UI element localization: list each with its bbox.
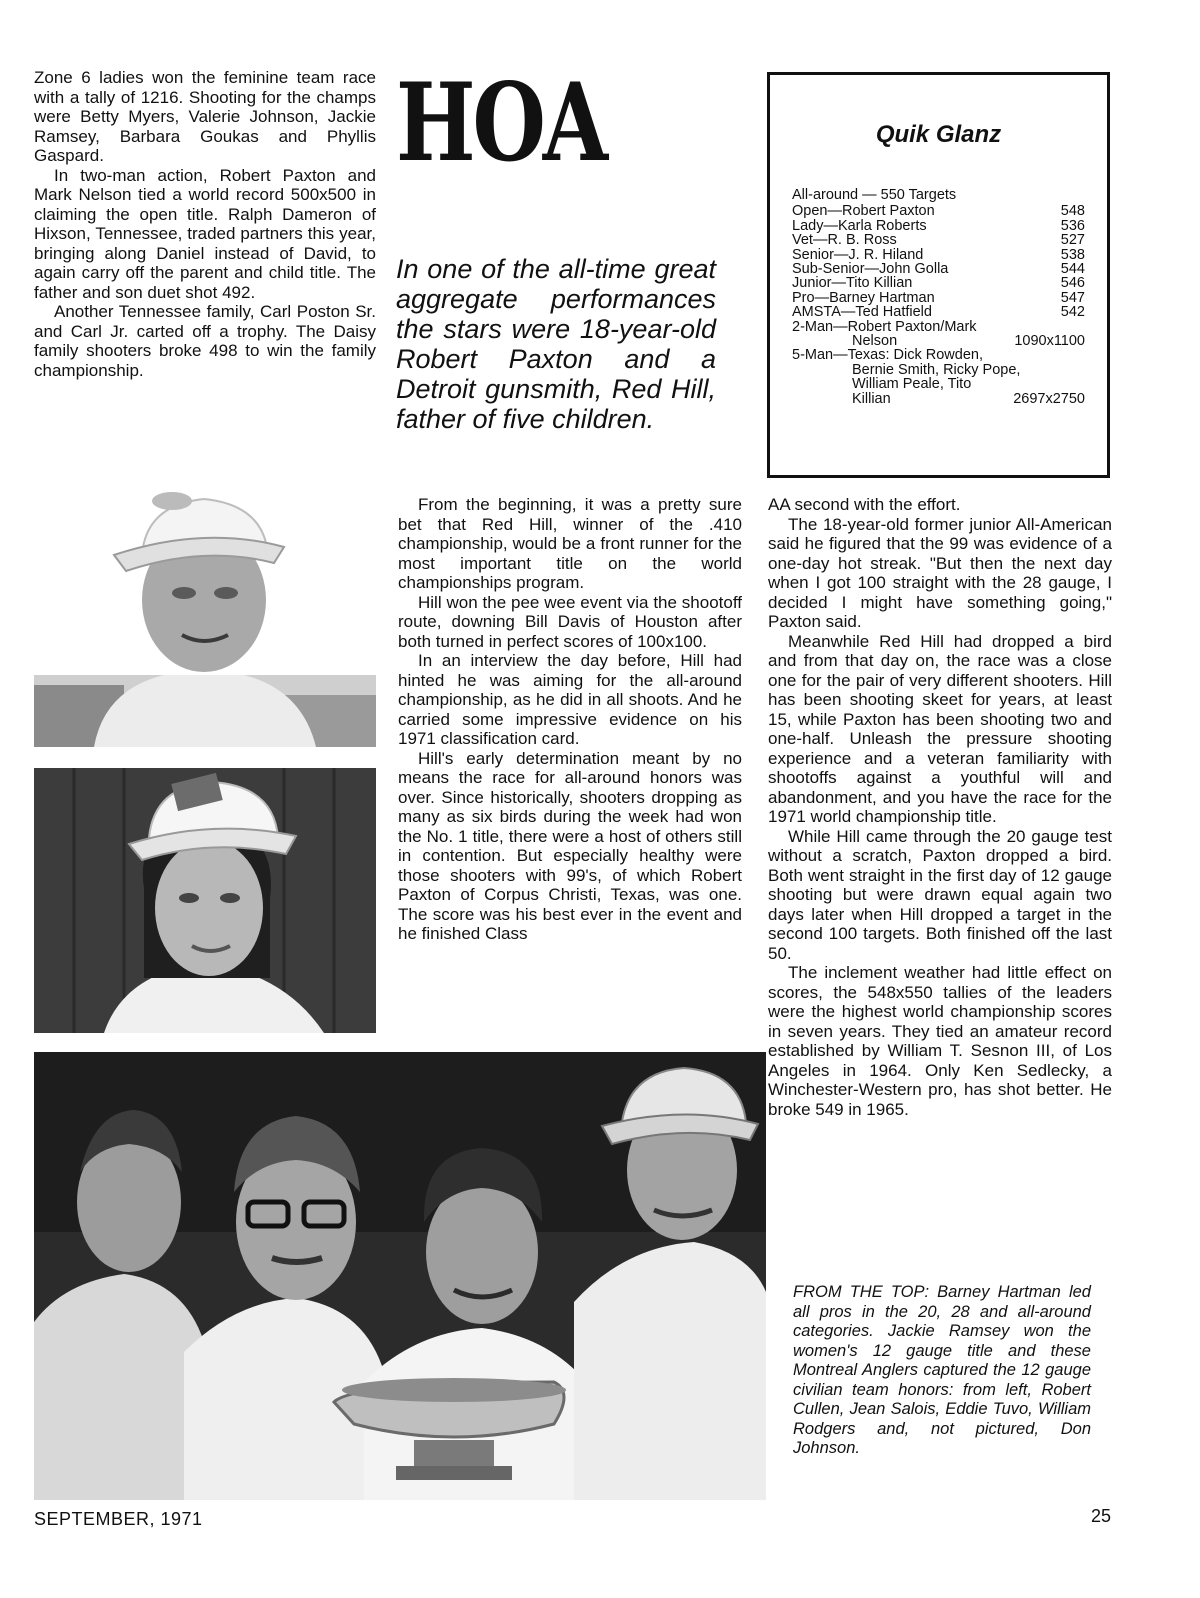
result-label: Pro—Barney Hartman xyxy=(792,289,935,306)
two-man-row xyxy=(792,334,1085,348)
pull-quote: In one of the all-time great aggregate performances the stars were 18-year-old Robert Paxton and a Detroit gunsmith, Red Hill, father of five children. xyxy=(396,254,716,434)
result-row xyxy=(792,276,1085,290)
five-man-row xyxy=(792,392,1085,406)
paragraph: Meanwhile Red Hill had dropped a bird and from that day on, the race was a close one for the pair of very different shooters. Hill has been shooting skeet for years, at least 15, while Paxton has been shooting two and one-half. Unleash the pressure shooting experience and a veteran familiarity with shootoffs against a youthful will and abandonment, and you have the race for the 1971 world championship title. xyxy=(768,631,1112,826)
paragraph: The 18-year-old former junior All-American said he figured that the 99 was evidence of a one-day hot streak. "But then the next day when I got 100 straight with the 28 gauge, I decided I might have something going," Paxton said. xyxy=(768,514,1112,631)
paragraph: In an interview the day before, Hill had hinted he was aiming for the all-around championship, as he did in all shoots. And he carried some impressive evidence on his 1971 classification card. xyxy=(398,651,742,748)
two-man-value: 1090x1100 xyxy=(1014,333,1085,350)
photo-montreal-anglers xyxy=(34,1052,766,1500)
result-label: Senior—J. R. Hiland xyxy=(792,246,924,263)
paragraph: Zone 6 ladies won the feminine team race with a tally of 1216. Shooting for the champs were Betty Myers, Valerie Johnson, Jackie Ramsey, Barbara Goukas and Phyllis Gaspard. xyxy=(34,68,376,165)
results-heading: All-around — 550 Targets xyxy=(792,187,957,203)
five-man-value: 2697x2750 xyxy=(1013,390,1085,407)
five-man-line: Killian xyxy=(852,390,891,407)
paragraph: Hill's early determination meant by no means the race for all-around honors was over. Since historically, shooters dropping as many as six birds during the week had won the No. 1 title, there were a host of others still in contention. But especially healthy were those shooters with 99's, of which Robert Paxton of Corpus Christi, Texas, was one. The score was his best ever in the event and he finished Class xyxy=(398,748,742,943)
five-man-line: Bernie Smith, Ricky Pope, xyxy=(852,361,1021,378)
five-man-line: William Peale, Tito xyxy=(852,376,972,393)
hoa-logo: HOA xyxy=(396,60,605,186)
photo-caption: FROM THE TOP: Barney Hartman led all pros in the 20, 28 and all-around categories. Jackie Ramsey won the women's 12 gauge title and these Montreal Anglers captured the 12 gauge civilian team honors: from left, Robert Cullen, Jean Salois, Eddie Tuvo, William Rodgers and, not pictured, Don Johnson. xyxy=(793,1283,1091,1457)
two-man-sub: Nelson xyxy=(852,333,898,350)
right-column xyxy=(768,495,1112,1119)
photo-barney-hartman xyxy=(34,485,376,747)
result-row xyxy=(792,291,1085,305)
left-top-column xyxy=(34,68,376,380)
result-value: 538 xyxy=(1060,246,1085,263)
paragraph: Another Tennessee family, Carl Poston Sr. and Carl Jr. carted off a trophy. The Daisy family shooters broke 498 to win the family championship. xyxy=(34,302,376,380)
result-label: Open—Robert Paxton xyxy=(792,203,935,220)
result-row xyxy=(792,262,1085,276)
quik-glanz-title: Quik Glanz xyxy=(875,121,1002,148)
paragraph: The inclement weather had little effect on scores, the 548x550 tallies of the leaders were the highest world championship scores in seven years. They tied an amateur record established by William T. Sesnon III, of Los Angeles in 1964. Only Ken Sedlecky, a Winchester-Western pro, has shot better. He broke 549 in 1965. xyxy=(768,963,1112,1119)
result-label: Junior—Tito Killian xyxy=(792,275,913,292)
paragraph: While Hill came through the 20 gauge test without a scratch, Paxton dropped a bird. Both went straight in the first day of 12 gauge shooting but were drawn equal again two days later when Hill dropped a target in the second 100 targets. Both finished off the last 50. xyxy=(768,826,1112,963)
result-value: 547 xyxy=(1060,289,1085,306)
paragraph: Hill won the pee wee event via the shootoff route, downing Bill Davis of Houston after both turned in perfect scores of 100x100. xyxy=(398,592,742,651)
result-row xyxy=(792,305,1085,319)
paragraph-continuation: AA second with the effort. xyxy=(768,495,961,514)
two-man-label: 2-Man—Robert Paxton/Mark xyxy=(792,318,977,335)
result-label: Sub-Senior—John Golla xyxy=(792,261,949,278)
result-label: Lady—Karla Roberts xyxy=(792,217,927,234)
page-number: 25 xyxy=(1091,1506,1112,1526)
paragraph: In two-man action, Robert Paxton and Mark Nelson tied a world record 500x500 in claiming the open title. Ralph Dameron of Hixson, Tennessee, traded partners this year, bringing along Daniel instead of David, to again carry off the parent and child title. The father and son duet shot 492. xyxy=(34,165,376,302)
result-label: AMSTA—Ted Hatfield xyxy=(792,304,932,321)
result-value: 542 xyxy=(1060,304,1085,321)
result-row xyxy=(792,219,1085,233)
result-value: 544 xyxy=(1060,261,1085,278)
five-man-label: 5-Man—Texas: Dick Rowden, xyxy=(792,347,983,364)
middle-column xyxy=(398,495,742,944)
result-value: 548 xyxy=(1060,203,1085,220)
results-list xyxy=(792,188,1085,406)
result-row xyxy=(792,248,1085,262)
footer-date: SEPTEMBER, 1971 xyxy=(34,1509,203,1529)
result-row xyxy=(792,204,1085,218)
paragraph: From the beginning, it was a pretty sure bet that Red Hill, winner of the .410 championship, would be a front runner for the most important title on the world championships program. xyxy=(398,495,742,592)
result-value: 527 xyxy=(1060,232,1085,249)
result-row xyxy=(792,233,1085,247)
result-value: 546 xyxy=(1060,275,1085,292)
quik-glanz-box xyxy=(767,72,1110,478)
result-label: Vet—R. B. Ross xyxy=(792,232,897,249)
photo-jackie-ramsey xyxy=(34,768,376,1033)
result-value: 536 xyxy=(1060,217,1085,234)
